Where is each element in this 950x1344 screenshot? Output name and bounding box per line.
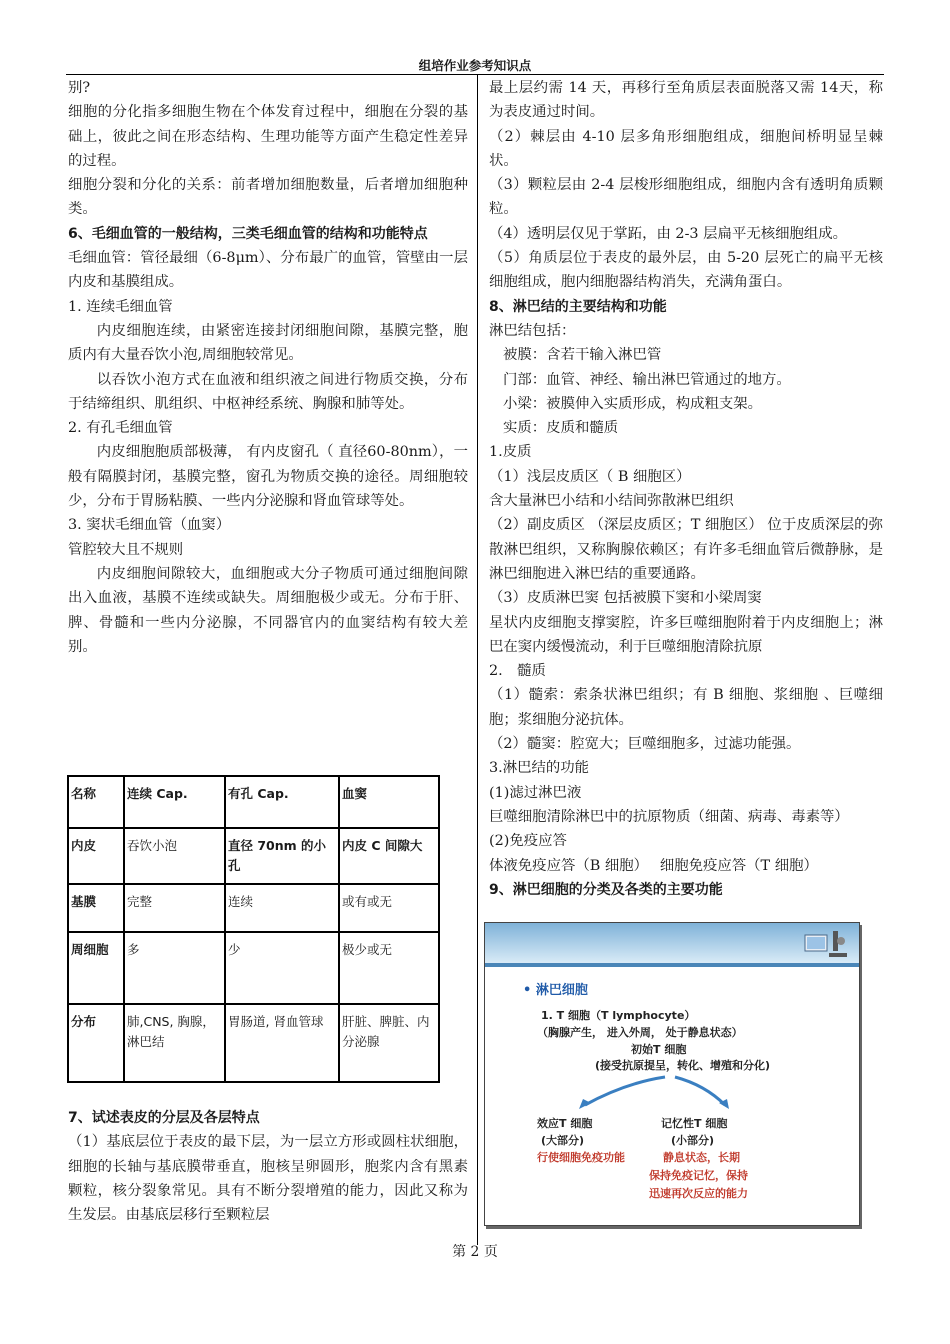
table-row — [68, 776, 439, 828]
paragraph: （1）浅层皮质区（ B 细胞区） — [489, 468, 691, 485]
paragraph: 巨噬细胞清除淋巴中的抗原物质（细菌、病毒、毒素等） — [489, 808, 849, 825]
slide-text: (接受抗原提呈，转化、增殖和分化) — [595, 1059, 771, 1072]
slide-text: 初始T 细胞 — [631, 1043, 687, 1056]
slide-text: （胸腺产生， 进入外周， 处于静息状态） — [537, 1026, 743, 1039]
paragraph: 最上层约需 14 天，再移行至角质层表面脱落又需 14天，称为表皮通过时间。 — [489, 80, 883, 121]
table-cell: 连续 — [225, 884, 339, 932]
subheading: 1. 连续毛细血管 — [68, 298, 173, 315]
table-cell: 多 — [124, 932, 225, 1004]
slide-title: • 淋巴细胞 — [523, 983, 588, 998]
slide-text: 行使细胞免疫功能 — [537, 1151, 625, 1164]
paragraph: 实质：皮质和髓质 — [503, 420, 619, 437]
table-cell: 胃肠道, 肾血管球 — [225, 1004, 339, 1082]
section-heading-7: 7、试述表皮的分层及各层特点 — [68, 1110, 260, 1126]
capillary-comparison-table — [67, 775, 440, 1083]
table-cell: 分布 — [68, 1004, 124, 1082]
page-number: 第 2 页 — [452, 1244, 498, 1260]
slide-text: 记忆性T 细胞 — [661, 1117, 728, 1130]
table-row — [68, 932, 439, 1004]
paragraph: 体液免疫应答（B 细胞） 细胞免疫应答（T 细胞） — [489, 857, 818, 874]
table-cell: 或有或无 — [339, 884, 439, 932]
table-cell: 周细胞 — [68, 932, 124, 1004]
table-row — [68, 828, 439, 884]
table-cell: 吞饮小泡 — [124, 828, 225, 884]
paragraph: 细胞分裂和分化的关系：前者增加细胞数量，后者增加细胞种类。 — [68, 177, 468, 218]
subheading: 2. 有孔毛细血管 — [68, 420, 173, 437]
paragraph: 内皮细胞胞质部极薄， 有内皮窗孔（ 直径60-80nm），一般有隔膜封闭，基膜完整，窗孔为物质交换的途径。周细胞较少，分布于胃肠粘膜、一些内分泌腺和肾血管球等处。 — [68, 444, 468, 510]
paragraph: （4）透明层仅见于掌跖，由 2-3 层扁平无核细胞组成。 — [489, 225, 848, 242]
section-heading-6: 6、毛细血管的一般结构，三类毛细血管的结构和功能特点 — [68, 225, 428, 242]
paragraph: 小梁：被膜伸入实质形成，构成粗支架。 — [503, 395, 763, 412]
table-cell: 极少或无 — [339, 932, 439, 1004]
paragraph: 3.淋巴结的功能 — [489, 760, 590, 777]
paragraph: 1.皮质 — [489, 444, 532, 461]
slide-text: 保持免疫记忆，保持 — [649, 1169, 748, 1182]
paragraph: （1）基底层位于表皮的最下层，为一层立方形或圆柱状细胞，细胞的长轴与基底膜带垂直，胞核呈卵圆形，胞浆内含有黑素颗粒，核分裂象常见。具有不断分裂增殖的能力，因此又称为生发层。由基底层移行至颗粒层 — [68, 1134, 468, 1224]
header-rule — [66, 74, 884, 75]
paragraph: 星状内皮细胞支撑窦腔，许多巨噬细胞附着于内皮细胞上；淋巴在窦内缓慢流动，利于巨噬细胞清除抗原 — [489, 614, 883, 655]
table-row — [68, 884, 439, 932]
paragraph: (2)免疫应答 — [489, 833, 567, 850]
table-cell: 内皮 — [68, 828, 124, 884]
paragraph: 毛细血管：管径最细（6-8μm）、分布最广的血管，管壁由一层内皮和基膜组成。 — [68, 250, 468, 291]
table-cell: 血窦 — [339, 776, 439, 828]
table-cell: 内皮 C 间隙大 — [339, 828, 439, 884]
paragraph: 细胞的分化指多细胞生物在个体发育过程中，细胞在分裂的基础上，彼此之间在形态结构、生理功能等方面产生稳定性差异的过程。 — [68, 104, 468, 169]
paragraph: 管腔较大且不规则 — [68, 541, 184, 558]
paragraph: （2）棘层由 4-10 层多角形细胞组成，细胞间桥明显呈棘状。 — [489, 128, 883, 169]
slide-text: (大部分) — [541, 1134, 585, 1147]
paragraph: 被膜：含若干输入淋巴管 — [503, 347, 662, 364]
paragraph: 2. 髓质 — [489, 663, 546, 680]
lymphocyte-slide-image — [484, 922, 860, 1226]
subheading: 3. 窦状毛细血管（血窦） — [68, 517, 231, 534]
paragraph: 门部：血管、神经、输出淋巴管通过的地方。 — [503, 371, 791, 388]
paragraph: 含大量淋巴小结和小结间弥散淋巴组织 — [489, 493, 734, 510]
slide-text: 1. T 细胞（T lymphocyte） — [541, 1009, 696, 1022]
paragraph: 以吞饮小泡方式在血液和组织液之间进行物质交换，分布于结缔组织、肌组织、中枢神经系统、胸腺和肺等处。 — [68, 371, 468, 412]
table-row — [68, 1004, 439, 1082]
table-cell: 连续 Cap. — [124, 776, 225, 828]
paragraph: （3）皮质淋巴窦 包括被膜下窦和小梁周窦 — [489, 590, 762, 607]
table-cell: 完整 — [124, 884, 225, 932]
paragraph: (1)滤过淋巴液 — [489, 784, 582, 801]
paragraph: 内皮细胞连续，由紧密连接封闭细胞间隙，基膜完整，胞质内有大量吞饮小泡,周细胞较常见。 — [68, 322, 468, 364]
slide-text: 迅速再次反应的能力 — [649, 1187, 748, 1200]
paragraph: （3）颗粒层由 2-4 层梭形细胞组成，细胞内含有透明角质颗粒。 — [489, 177, 883, 218]
table-cell: 少 — [225, 932, 339, 1004]
paragraph: 淋巴结包括： — [489, 322, 576, 339]
paragraph: （2）副皮质区 （深层皮质区；T 细胞区） 位于皮质深层的弥散淋巴组织，又称胸腺依赖区；有许多毛细血管后微静脉，是淋巴细胞进入淋巴结的重要通路。 — [489, 517, 883, 582]
branch-arrows — [545, 1073, 785, 1113]
table-cell: 肺,CNS, 胸腺，淋巴结 — [124, 1004, 225, 1082]
table-cell: 名称 — [68, 776, 124, 828]
microscope-icon — [803, 927, 851, 963]
section-heading-9: 9、淋巴细胞的分类及各类的主要功能 — [489, 881, 723, 898]
section-heading-8: 8、淋巴结的主要结构和功能 — [489, 298, 667, 315]
right-column — [489, 76, 883, 902]
table-cell: 肝脏、脾脏、内分泌腺 — [339, 1004, 439, 1082]
paragraph: （2）髓窦：腔宽大；巨噬细胞多，过滤功能强。 — [489, 736, 801, 753]
slide-text: 静息状态，长期 — [663, 1151, 740, 1164]
table-cell: 基膜 — [68, 884, 124, 932]
slide-text: 效应T 细胞 — [537, 1117, 593, 1130]
paragraph: （5）角质层位于表皮的最外层，由 5-20 层死亡的扁平无核细胞组成，胞内细胞器结构消失，充满角蛋白。 — [489, 250, 883, 291]
paragraph: 内皮细胞间隙较大，血细胞或大分子物质可通过细胞间隙出入血液，基膜不连续或缺失。周细胞极少或无。分布于肝、脾、骨髓和一些内分泌腺，不同器官内的血窦结构有较大差别。 — [68, 565, 468, 655]
table-cell: 直径 70nm 的小孔 — [225, 828, 339, 884]
slide-text: (小部分) — [671, 1134, 715, 1147]
page-header: 组培作业参考知识点 — [418, 58, 532, 73]
left-column — [68, 76, 468, 659]
column-divider — [477, 75, 478, 1245]
slide-header-bar — [485, 963, 859, 967]
paragraph: 别? — [68, 80, 91, 96]
table-cell: 有孔 Cap. — [225, 776, 339, 828]
left-column-bottom — [68, 1106, 468, 1227]
paragraph: （1）髓索：索条状淋巴组织；有 B 细胞、浆细胞 、巨噬细胞；浆细胞分泌抗体。 — [489, 687, 883, 728]
